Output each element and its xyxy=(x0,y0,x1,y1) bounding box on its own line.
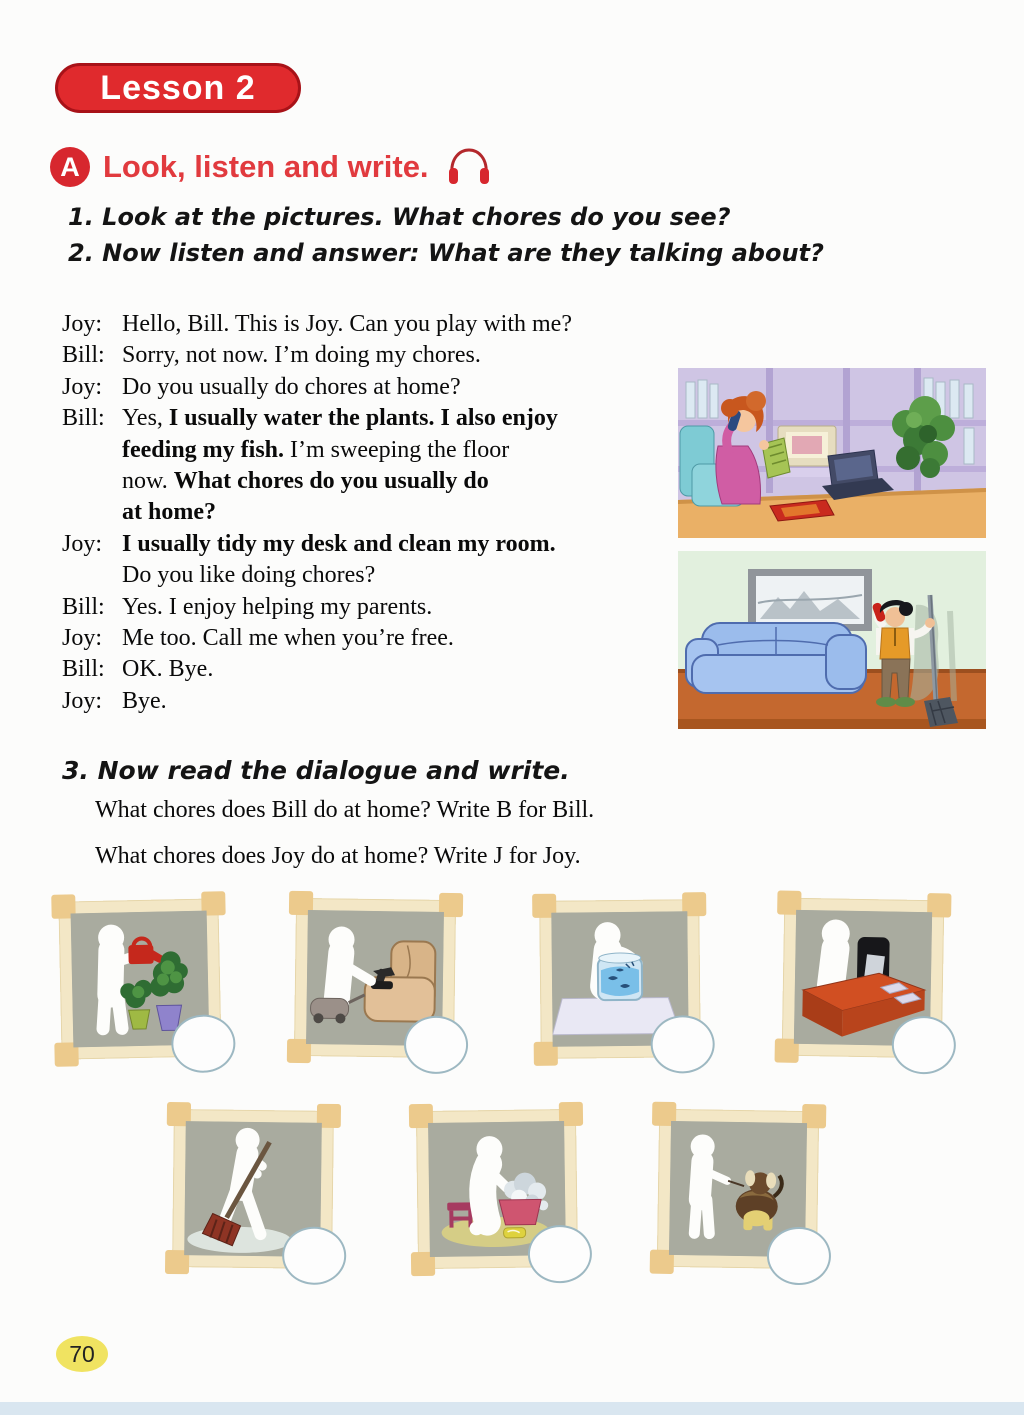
dialogue-text: Hello, Bill. This is Joy. Can you play with me? xyxy=(122,311,572,337)
chore-picture-washing-clothes xyxy=(416,1109,578,1269)
section-title: Look, listen and write. xyxy=(103,149,429,184)
answer-circle-sweeping-floor[interactable] xyxy=(282,1226,347,1285)
page-bottom-edge xyxy=(0,1402,1024,1415)
answer-circle-watering-plants[interactable] xyxy=(171,1014,236,1073)
dialogue-line xyxy=(62,340,680,371)
dialogue-text: Do you like doing chores? xyxy=(122,562,376,589)
question: What chores does Bill do at home? Write B for Bill. xyxy=(95,797,595,823)
dialogue-text: Yes, I usually water the plants. I also enjoy xyxy=(122,405,558,432)
dialogue-speaker: Bill: xyxy=(62,593,105,620)
headphones-icon xyxy=(446,146,492,188)
dialogue-line xyxy=(62,466,680,497)
dialogue-text: Do you usually do chores at home? xyxy=(122,373,461,400)
dialogue-line xyxy=(62,309,680,340)
section-letter: A xyxy=(60,151,80,182)
illustration-boy-with-broom xyxy=(678,551,986,729)
section-3-title: 3. Now read the dialogue and write. xyxy=(62,756,570,785)
page-number: 70 xyxy=(69,1340,95,1367)
answer-circle-walking-dog[interactable] xyxy=(767,1226,832,1285)
lesson-banner xyxy=(55,63,301,113)
dialogue-speaker: Bill: xyxy=(62,342,105,369)
dialogue-line xyxy=(62,435,680,466)
chore-picture-walking-dog xyxy=(657,1109,819,1269)
dialogue-text: feeding my fish. I’m sweeping the floor xyxy=(122,436,510,463)
answer-circle-feeding-fish[interactable] xyxy=(650,1015,715,1074)
illustration-girl-on-phone-at-desk xyxy=(678,368,986,538)
instruction-list xyxy=(68,203,824,275)
dialogue-line xyxy=(62,372,680,403)
dialogue-speaker: Joy: xyxy=(62,373,103,400)
dialogue-line xyxy=(62,686,680,717)
dialogue-line xyxy=(62,654,680,685)
question: What chores does Joy do at home? Write J for Joy. xyxy=(95,843,581,869)
dialogue-text: OK. Bye. xyxy=(122,656,214,683)
dialogue-speaker xyxy=(62,466,122,497)
answer-circle-phone-on-couch[interactable] xyxy=(404,1015,469,1074)
dialogue-speaker: Joy: xyxy=(62,625,103,652)
dialogue-line xyxy=(62,592,680,623)
page-number-badge xyxy=(56,1336,108,1372)
chore-picture-feeding-fish xyxy=(539,899,701,1059)
dialogue-line xyxy=(62,403,680,434)
instruction: 2. Now listen and answer: What are they talking about? xyxy=(68,239,824,267)
dialogue-speaker: Bill: xyxy=(62,405,105,432)
dialogue-line xyxy=(62,623,680,654)
dialogue-line xyxy=(62,560,680,591)
dialogue-speaker xyxy=(62,497,122,528)
dialogue-speaker: Joy: xyxy=(62,530,103,557)
dialogue-speaker: Bill: xyxy=(62,656,105,683)
chore-picture-phone-on-couch xyxy=(294,898,456,1058)
dialogue-text: at home? xyxy=(122,499,216,526)
dialogue-speaker xyxy=(62,560,122,591)
dialogue-text: Sorry, not now. I’m doing my chores. xyxy=(122,342,481,369)
question-list xyxy=(95,795,594,887)
answer-circle-tidying-desk[interactable] xyxy=(891,1016,956,1075)
dialogue-text: now. What chores do you usually do xyxy=(122,468,489,495)
dialogue-speaker: Joy: xyxy=(62,311,103,337)
section-a-header xyxy=(50,146,492,188)
chore-picture-sweeping-floor xyxy=(172,1109,334,1269)
dialogue-text: I usually tidy my desk and clean my room. xyxy=(122,530,556,557)
dialogue-speaker xyxy=(62,435,122,466)
dialogue-speaker: Joy: xyxy=(62,687,103,714)
lesson-banner-label: Lesson 2 xyxy=(100,68,256,107)
answer-circle-washing-clothes[interactable] xyxy=(528,1225,593,1284)
section-letter-badge xyxy=(50,147,90,187)
chore-picture-watering-plants xyxy=(58,898,221,1059)
dialogue-text: Bye. xyxy=(122,687,167,714)
dialogue-text: Yes. I enjoy helping my parents. xyxy=(122,593,433,620)
dialogue-text: Me too. Call me when you’re free. xyxy=(122,625,454,652)
dialogue-line xyxy=(62,529,680,560)
dialogue-line xyxy=(62,497,680,528)
chore-picture-tidying-desk xyxy=(782,898,945,1059)
instruction: 1. Look at the pictures. What chores do you see? xyxy=(68,203,731,231)
dialogue xyxy=(62,309,680,717)
